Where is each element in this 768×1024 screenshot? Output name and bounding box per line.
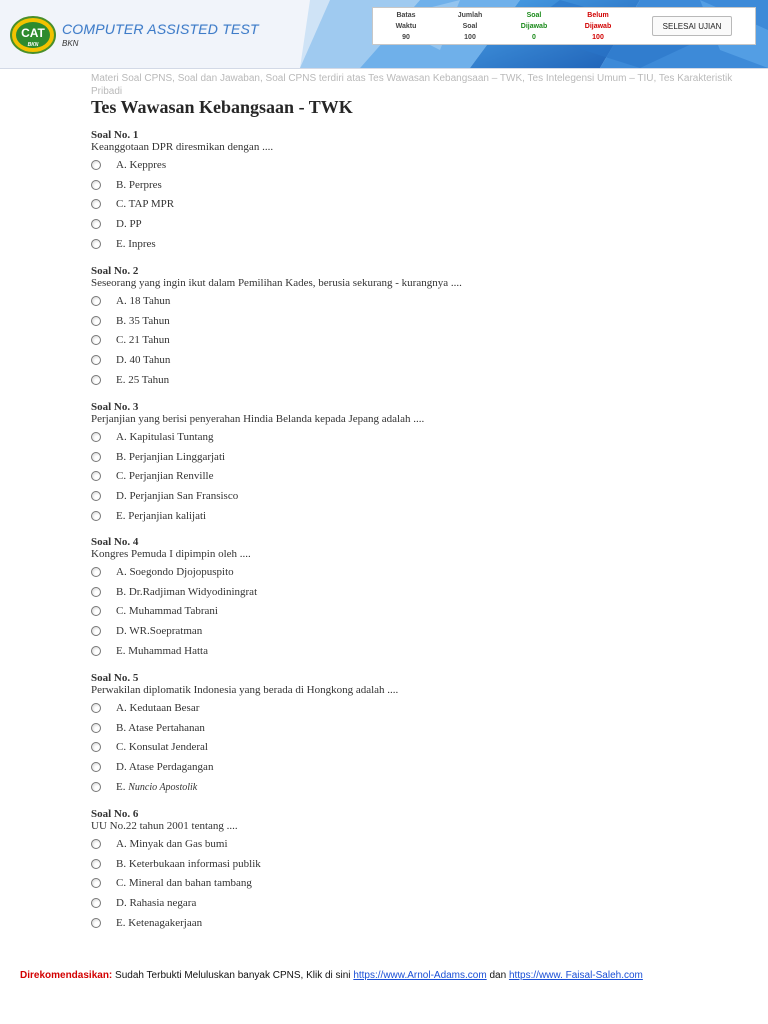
radio-button[interactable] (91, 452, 101, 462)
radio-button[interactable] (91, 160, 101, 170)
link-arnol-adams[interactable]: https://www.Arnol-Adams.com (353, 970, 487, 981)
option-c[interactable]: C. Muhammad Tabrani (91, 600, 731, 620)
radio-button[interactable] (91, 782, 101, 792)
option-prefix: E. (116, 780, 126, 793)
option-d[interactable]: D. PP (91, 213, 731, 233)
question-label: Soal No. 4 (91, 536, 139, 548)
radio-button[interactable] (91, 316, 101, 326)
stat-time-limit: Batas Waktu 90 (395, 12, 417, 41)
option-d[interactable]: D. Rahasia negara (91, 892, 731, 912)
option-c[interactable]: C. Konsulat Jenderal (91, 736, 731, 756)
question-2 (91, 265, 731, 388)
radio-button[interactable] (91, 432, 101, 442)
option-e[interactable]: E. Perjanjian kalijati (91, 505, 731, 525)
radio-button[interactable] (91, 918, 101, 928)
question-text: Kongres Pemuda I dipimpin oleh .... (91, 548, 251, 560)
radio-button[interactable] (91, 839, 101, 849)
option-c[interactable]: C. TAP MPR (91, 193, 731, 213)
radio-button[interactable] (91, 511, 101, 521)
radio-button[interactable] (91, 471, 101, 481)
option-d[interactable]: D. Perjanjian San Fransisco (91, 485, 731, 505)
option-a[interactable]: A. Kapitulasi Tuntang (91, 426, 731, 446)
question-text: UU No.22 tahun 2001 tentang .... (91, 820, 238, 832)
option-b[interactable]: B. Atase Pertahanan (91, 717, 731, 737)
and-text: dan (486, 970, 509, 981)
link-faisal-saleh[interactable]: https://www. Faisal-Saleh.com (508, 970, 643, 981)
option-b[interactable]: B. 35 Tahun (91, 310, 731, 330)
radio-button[interactable] (91, 335, 101, 345)
question-text: Perwakilan diplomatik Indonesia yang berada di Hongkong adalah .... (91, 684, 399, 696)
radio-button[interactable] (91, 567, 101, 577)
stat-question-count: Jumlah Soal 100 (457, 12, 483, 41)
radio-button[interactable] (91, 491, 101, 501)
question-text: Seseorang yang ingin ikut dalam Pemilihan Kades, berusia sekurang - kurangnya .... (91, 277, 462, 289)
option-a[interactable]: A. 18 Tahun (91, 290, 731, 310)
app-title: COMPUTER ASSISTED TEST (62, 21, 259, 37)
option-e[interactable]: E. 25 Tahun (91, 369, 731, 389)
logo-text: CAT (21, 26, 45, 40)
finish-exam-button[interactable]: SELESAI UJIAN (652, 16, 732, 36)
question-label: Soal No. 1 (91, 129, 139, 141)
option-d[interactable]: D. Atase Perdagangan (91, 756, 731, 776)
option-b[interactable]: B. Keterbukaan informasi publik (91, 853, 731, 873)
radio-button[interactable] (91, 742, 101, 752)
option-a[interactable]: A. Kedutaan Besar (91, 697, 731, 717)
recommend-text: Sudah Terbukti Meluluskan banyak CPNS, Klik di sini (112, 970, 354, 981)
option-c[interactable]: C. Mineral dan bahan tambang (91, 872, 731, 892)
option-a[interactable]: A. Minyak dan Gas bumi (91, 833, 731, 853)
radio-button[interactable] (91, 878, 101, 888)
radio-button[interactable] (91, 355, 101, 365)
option-c[interactable]: C. 21 Tahun (91, 329, 731, 349)
app-subtitle: BKN (62, 39, 79, 48)
question-label: Soal No. 5 (91, 672, 139, 684)
question-label: Soal No. 6 (91, 808, 139, 820)
question-4 (91, 536, 731, 659)
stat-answered: Soal Dijawab 0 (520, 12, 548, 41)
radio-button[interactable] (91, 626, 101, 636)
recommend-label: Direkomendasikan: (20, 970, 113, 981)
option-e[interactable]: E. Muhammad Hatta (91, 640, 731, 660)
question-text: Perjanjian yang berisi penyerahan Hindia Belanda kepada Jepang adalah .... (91, 413, 425, 425)
radio-button[interactable] (91, 859, 101, 869)
option-b[interactable]: B. Dr.Radjiman Widyodiningrat (91, 581, 731, 601)
option-e[interactable] (91, 776, 731, 796)
logo-subtext: BKN (27, 42, 39, 48)
radio-button[interactable] (91, 703, 101, 713)
question-label: Soal No. 3 (91, 401, 139, 413)
option-b[interactable]: B. Perjanjian Linggarjati (91, 446, 731, 466)
question-6 (91, 808, 731, 931)
option-a[interactable]: A. Soegondo Djojopuspito (91, 561, 731, 581)
option-a[interactable]: A. Keppres (91, 154, 731, 174)
radio-button[interactable] (91, 239, 101, 249)
radio-button[interactable] (91, 587, 101, 597)
question-text: Keanggotaan DPR diresmikan dengan .... (91, 141, 274, 153)
option-b[interactable]: B. Perpres (91, 174, 731, 194)
option-italic-text: Nuncio Apostolik (128, 781, 198, 793)
radio-button[interactable] (91, 199, 101, 209)
page-title: Tes Wawasan Kebangsaan - TWK (91, 97, 353, 117)
radio-button[interactable] (91, 898, 101, 908)
radio-button[interactable] (91, 723, 101, 733)
question-5 (91, 672, 731, 795)
app-header (0, 0, 768, 69)
radio-button[interactable] (91, 180, 101, 190)
breadcrumb: Materi Soal CPNS, Soal dan Jawaban, Soal CPNS terdiri atas Tes Wawasan Kebangsaan – TWK, Tes Intelegensi Umum – TIU, Tes Karakteristik Pribadi (91, 73, 733, 97)
option-d[interactable]: D. WR.Soepratman (91, 620, 731, 640)
radio-button[interactable] (91, 762, 101, 772)
option-d[interactable]: D. 40 Tahun (91, 349, 731, 369)
question-3 (91, 401, 731, 524)
stat-unanswered: Belum Dijawab 100 (584, 12, 612, 41)
cat-bkn-logo (10, 16, 56, 54)
option-c[interactable]: C. Perjanjian Renville (91, 465, 731, 485)
option-e[interactable]: E. Ketenagakerjaan (91, 912, 731, 932)
recommendation-banner (20, 970, 760, 982)
question-label: Soal No. 2 (91, 265, 139, 277)
question-1 (91, 129, 731, 252)
radio-button[interactable] (91, 296, 101, 306)
option-e[interactable]: E. Inpres (91, 233, 731, 253)
radio-button[interactable] (91, 375, 101, 385)
radio-button[interactable] (91, 646, 101, 656)
radio-button[interactable] (91, 606, 101, 616)
radio-button[interactable] (91, 219, 101, 229)
